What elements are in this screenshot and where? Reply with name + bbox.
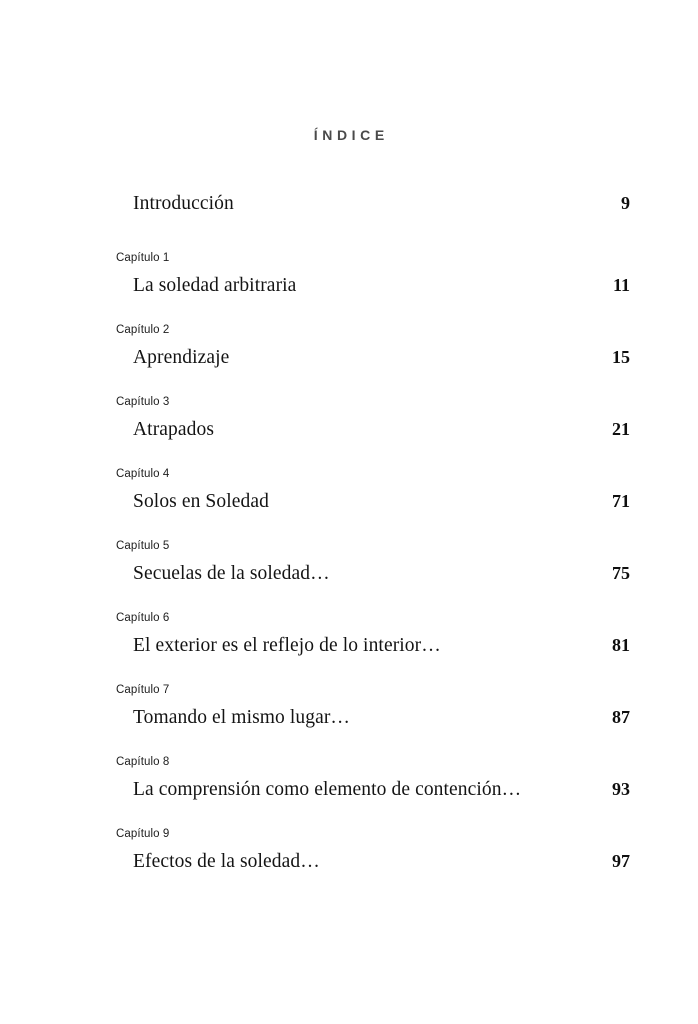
toc-entry[interactable] (116, 541, 630, 613)
toc-entry-page-number: 81 (612, 635, 630, 655)
toc-entry-chapter-label: Capítulo 6 (116, 612, 170, 624)
toc-entry-row (116, 419, 630, 441)
toc-entry[interactable] (116, 253, 630, 325)
toc-entry-row (116, 851, 630, 873)
toc-entry-row (116, 779, 630, 801)
page-title: ÍNDICE (313, 127, 389, 143)
toc-entry-chapter-label: Capítulo 8 (116, 756, 170, 768)
toc-entry[interactable] (116, 397, 630, 469)
toc-entry-chapter-label: Capítulo 3 (116, 396, 170, 408)
toc-entry-row (116, 275, 630, 297)
toc-entry-row (116, 347, 630, 369)
toc-entry[interactable] (116, 613, 630, 685)
toc-entry[interactable] (116, 757, 630, 829)
toc-entry-row (116, 563, 630, 585)
toc-entry-title[interactable]: Aprendizaje (133, 347, 230, 368)
toc-entry-chapter-label: Capítulo 9 (116, 828, 170, 840)
toc-entry-row (116, 635, 630, 657)
toc-entry-page-number: 71 (612, 491, 630, 511)
toc-entry-page-number: 11 (612, 275, 630, 295)
toc-entry[interactable] (116, 325, 630, 397)
toc-entry-page-number: 97 (612, 851, 630, 871)
toc-entry[interactable] (116, 685, 630, 757)
toc-entry-page-number: 15 (612, 347, 630, 367)
table-of-contents-list (116, 193, 630, 901)
toc-entry-title[interactable]: Introducción (133, 193, 234, 214)
toc-entry-page-number: 9 (621, 193, 630, 213)
toc-entry-page-number: 93 (612, 779, 630, 799)
toc-entry-row (116, 193, 630, 215)
toc-entry[interactable] (116, 829, 630, 901)
toc-entry[interactable] (116, 193, 630, 253)
toc-entry[interactable] (116, 469, 630, 541)
toc-entry-page-number: 75 (612, 563, 630, 583)
toc-entry-title[interactable]: El exterior es el reflejo de lo interior… (133, 635, 441, 656)
toc-entry-row (116, 707, 630, 729)
toc-entry-title[interactable]: La soledad arbitraria (133, 275, 297, 296)
toc-entry-title[interactable]: Solos en Soledad (133, 491, 269, 512)
toc-entry-page-number: 87 (612, 707, 630, 727)
toc-entry-title[interactable]: Atrapados (133, 419, 215, 440)
toc-entry-page-number: 21 (612, 419, 630, 439)
toc-entry-chapter-label: Capítulo 5 (116, 540, 170, 552)
toc-entry-chapter-label: Capítulo 4 (116, 468, 170, 480)
toc-entry-chapter-label: Capítulo 2 (116, 324, 170, 336)
toc-entry-title[interactable]: Secuelas de la soledad… (133, 563, 330, 584)
toc-entry-title[interactable]: Tomando el mismo lugar… (133, 707, 351, 728)
toc-entry-row (116, 491, 630, 513)
toc-entry-title[interactable]: Efectos de la soledad… (133, 851, 320, 872)
toc-entry-chapter-label: Capítulo 7 (116, 684, 170, 696)
toc-entry-chapter-label: Capítulo 1 (116, 252, 170, 264)
toc-entry-title[interactable]: La comprensión como elemento de contención… (133, 779, 522, 800)
